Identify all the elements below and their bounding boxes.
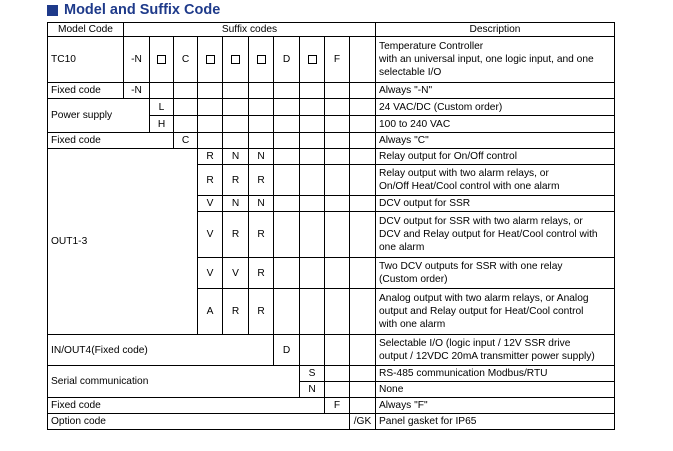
suffix-empty-cell — [350, 37, 376, 83]
suffix-d-cell: D — [274, 37, 300, 83]
table-row-option — [48, 414, 615, 430]
description-line: one alarm — [379, 242, 425, 253]
suffix-code-cell: S — [300, 366, 325, 382]
description-cell — [376, 149, 615, 165]
placeholder-box-icon — [308, 55, 317, 64]
description-line: (Custom order) — [379, 274, 448, 285]
suffix-code-cell: V — [198, 212, 223, 258]
suffix-code-cell: H — [150, 116, 174, 133]
description-line: Relay output for On/Off control — [379, 151, 517, 162]
suffix-box-cell — [223, 37, 249, 83]
suffix-c-cell: C — [174, 37, 198, 83]
suffix-code-cell: L — [150, 99, 174, 116]
description-line: On/Off Heat/Cool control with one alarm — [379, 181, 560, 192]
table-row-fixed-c — [48, 133, 615, 149]
description-cell — [376, 196, 615, 212]
table-row-inout4 — [48, 335, 615, 366]
description-cell: Always "C" — [376, 133, 615, 149]
suffix-code-cell: N — [300, 382, 325, 398]
suffix-code-cell: N — [223, 149, 249, 165]
suffix-code-cell: R — [249, 165, 274, 196]
suffix-box-cell — [198, 37, 223, 83]
description-line: DCV output for SSR — [379, 198, 471, 209]
description-line: output and Relay output for Heat/Cool control — [379, 306, 584, 317]
description-line: DCV and Relay output for Heat/Cool control with — [379, 229, 598, 240]
suffix-code-cell: R — [223, 289, 249, 335]
description-line: Selectable I/O (logic input / 12V SSR drive — [379, 338, 571, 349]
description-cell — [376, 165, 615, 196]
description-cell — [376, 335, 615, 366]
model-code-cell: Power supply — [48, 99, 150, 133]
suffix-code-cell: R — [249, 212, 274, 258]
title-text: Model and Suffix Code — [64, 2, 221, 18]
suffix-code-cell: R — [223, 212, 249, 258]
description-line: selectable I/O — [379, 67, 442, 78]
description-line: output / 12VDC 20mA transmitter power supply) — [379, 351, 595, 362]
suffix-code-cell: N — [249, 149, 274, 165]
model-code-cell: Fixed code — [48, 398, 325, 414]
model-code-cell: Fixed code — [48, 133, 174, 149]
table-row-fixed-f — [48, 398, 615, 414]
placeholder-box-icon — [231, 55, 240, 64]
suffix-code-cell: R — [198, 149, 223, 165]
table-row-serial-s — [48, 366, 615, 382]
description-line: with one alarm — [379, 319, 446, 330]
description-line: Relay output with two alarm relays, or — [379, 168, 549, 179]
suffix-box-cell — [150, 37, 174, 83]
description-cell: RS-485 communication Modbus/RTU — [376, 366, 615, 382]
description-cell: None — [376, 382, 615, 398]
suffix-code-cell: D — [274, 335, 300, 366]
table-row-fixed-n — [48, 83, 615, 99]
square-bullet-icon — [47, 5, 58, 16]
description-cell — [376, 258, 615, 289]
table-row-tc10 — [48, 37, 615, 83]
header-suffix-codes: Suffix codes — [124, 23, 376, 37]
description-cell: 24 VAC/DC (Custom order) — [376, 99, 615, 116]
placeholder-box-icon — [206, 55, 215, 64]
section-title — [47, 2, 220, 18]
suffix-code-cell: C — [174, 133, 198, 149]
model-code-cell: Option code — [48, 414, 350, 430]
suffix-code-cell: R — [223, 165, 249, 196]
suffix-code-cell: -N — [124, 83, 150, 99]
suffix-code-cell: /GK — [350, 414, 376, 430]
table-row-power-l — [48, 99, 615, 116]
description-line: Two DCV outputs for SSR with one relay — [379, 261, 563, 272]
description-cell — [376, 289, 615, 335]
suffix-box-cell — [249, 37, 274, 83]
suffix-code-cell: V — [223, 258, 249, 289]
description-line: Temperature Controller — [379, 41, 484, 52]
suffix-code-cell: N — [223, 196, 249, 212]
model-code-cell: OUT1-3 — [48, 149, 198, 335]
description-cell — [376, 212, 615, 258]
model-code-cell: TC10 — [48, 37, 124, 83]
placeholder-box-icon — [157, 55, 166, 64]
table-row-out-rnn — [48, 149, 615, 165]
description-line: Analog output with two alarm relays, or Analog — [379, 293, 589, 304]
suffix-code-cell: R — [249, 289, 274, 335]
description-cell: Always "F" — [376, 398, 615, 414]
suffix-code-cell: V — [198, 196, 223, 212]
description-cell: 100 to 240 VAC — [376, 116, 615, 133]
suffix-code-cell: N — [249, 196, 274, 212]
placeholder-box-icon — [257, 55, 266, 64]
description-line: DCV output for SSR with two alarm relays, or — [379, 216, 583, 227]
suffix-code-cell: V — [198, 258, 223, 289]
model-code-cell: IN/OUT4(Fixed code) — [48, 335, 274, 366]
model-code-cell: Serial communication — [48, 366, 300, 398]
description-cell — [376, 37, 615, 83]
suffix-box-cell — [300, 37, 325, 83]
header-row — [48, 23, 615, 37]
model-suffix-table — [47, 22, 615, 430]
suffix-code-cell: R — [249, 258, 274, 289]
description-cell: Always "-N" — [376, 83, 615, 99]
header-description: Description — [376, 23, 615, 37]
model-code-cell: Fixed code — [48, 83, 124, 99]
suffix-code-cell: F — [325, 398, 350, 414]
suffix-n-cell: -N — [124, 37, 150, 83]
suffix-f-cell: F — [325, 37, 350, 83]
header-model-code: Model Code — [48, 23, 124, 37]
description-line: with an universal input, one logic input, and one — [379, 54, 594, 65]
suffix-code-cell: A — [198, 289, 223, 335]
suffix-code-cell: R — [198, 165, 223, 196]
description-cell: Panel gasket for IP65 — [376, 414, 615, 430]
